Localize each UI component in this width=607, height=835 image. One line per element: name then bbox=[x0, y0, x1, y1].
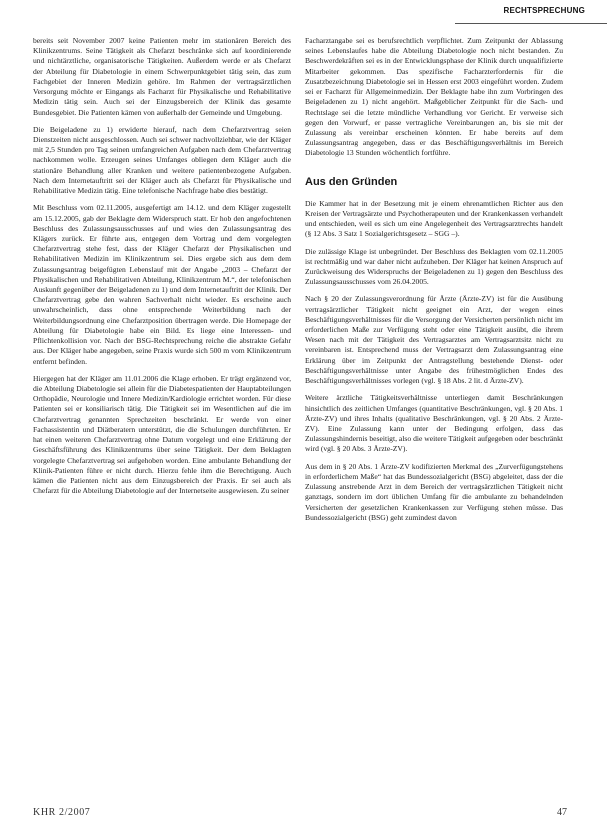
right-column bbox=[305, 36, 563, 530]
paragraph: Die Beigeladene zu 1) erwiderte hierauf, nach dem Chefarztvertrag seien Dienstzeiten nicht ausgeschlossen. Auch sei schwer nachvollziehbar, wie der Kläger mit 2,5 Stunden pro Tag seinen umfangreichen Aufgaben nach dem Chefarztvertrag nachkommen wolle. Erzeugen seines Umfanges obliegen dem Kläger auch die stationäre Behandlung aller Kranken und weitere patientenbezogene Aufgaben. Nach dem Internetauftritt sei der Kläger auch als Chefarzt für Physikalische und Rehabilitative Medizin tätig. Eine telefonische Nachfrage habe dies bestätigt. bbox=[33, 124, 291, 196]
journal-issue: KHR 2/2007 bbox=[33, 807, 91, 818]
paragraph: Aus dem in § 20 Abs. 1 Ärzte-ZV kodifizierten Merkmal des „Zurverfügungstehens in erforderlichem Maße“ hat das Bundessozialgericht (BSG) abgeleitet, dass der die Zulassung anstrebende Arzt in dem Bereich der vertragsärztlichen Tätigkeit nicht ganztags, sondern im dort üblichen Umfang für die ambulante zu behandelnden Versicherten der gesetzlichen Krankenkassen zur Verfügung stehen müsse. Das Bundessozialgericht (BSG) geht zumindest davon bbox=[305, 461, 563, 522]
paragraph: Mit Beschluss vom 02.11.2005, ausgefertigt am 14.12. und dem Kläger zugestellt am 15.12.2005, gab der Beklagte dem Widerspruch statt. Er hob den angefochtenen Beschluss des Zulassungsausschusses auf und wies den Zulassungsantrag des Klägers zurück. Er führte aus, entgegen dem Vortrag und dem vorgelegten Chefarztvertrag stehe fest, dass der Kläger Chefarzt der Physikalischen und Rehabilitativen Medizin im Klinikzentrum sei. Dies ergebe sich aus dem dem Zulassungsantrag beigefügten Lebenslauf mit der Angabe „2003 – Chefarzt der Physikalischen und Rehabilitativen Abteilung, Klinikzentrum M.“, der telefonischen Auskunft gegenüber der Beigeladenen zu 1) und dem Internetauftritt der Klinik. Der Chefarztvertrag gebe den wahren Sachverhalt nicht wieder. Es erscheine auch unwahrscheinlich, dass ohne entsprechende Weiterbildung nach der Weiterbildungsordnung eine Chefarztposition übertragen werde. Die Homepage der Abteilung für Diabetologie habe ein Bild. Es liege eine Interessen- und Pflichtenkollision vor. Nach der BSG-Rechtsprechung reiche die abstrakte Gefahr aus. Der Kläger habe angegeben, seine Praxis wurde sich 500 m vom Klinikzentrum entfernt befinden. bbox=[33, 203, 291, 366]
paragraph: bereits seit November 2007 keine Patienten mehr im stationären Bereich des Klinikzentrums. Seine Tätigkeit als Chefarzt beschränke sich auf koordinierende und nichtärztliche, organisatorische Tätigkeiten. Außerdem werde er als Chefarzt der Abteilung für Diabetologie in einem Schwerpunktgebiet tätig sein, das zum Fachgebiet der Inneren Medizin gehöre. Im Rahmen der vertragsärztlichen Versorgung möchte er Eingangs als Facharzt für Physikalische und Rehabilitative Medizin tätig sein. Auch sei der Einzugsbereich der Klinik das gesamte Bundesgebiet. Die Patienten kämen von außerhalb der Gemeinde und Umgebung. bbox=[33, 36, 291, 117]
page-number: 47 bbox=[557, 807, 567, 818]
section-heading: Aus den Gründen bbox=[305, 175, 398, 188]
paragraph: Die Kammer hat in der Besetzung mit je einem ehrenamtlichen Richter aus den Kreisen der Vertragsärzte und Psychotherapeuten und der Krankenkassen verhandelt und entschieden, weil es sich um eine Angelegenheit des Vertragsarztrechts handelt (§ 12 Abs. 3 Satz 1 Sozialgerichtsgesetz – SGG –). bbox=[305, 198, 563, 239]
paragraph: Weitere ärztliche Tätigkeitsverhältnisse unterliegen damit Beschränkungen hinsichtlich des zeitlichen Umfanges (quantitative Beschränkungen, vgl. § 20 Abs. 1 Ärzte-ZV) und ihres Inhalts (qualitative Beschränkungen, vgl. § 20 Abs. 2 Ärzte-ZV). Eine Zulassung kann unter der Bedingung erfolgen, dass das Zulassungshindernis beseitigt, also die weitere Tätigkeit aufgegeben oder beschränkt wird (vgl. § 20 Abs. 3 Ärzte-ZV). bbox=[305, 393, 563, 454]
running-header bbox=[455, 6, 585, 24]
paragraph: Nach § 20 der Zulassungsverordnung für Ärzte (Ärzte-ZV) ist für die Ausübung vertragsärztlicher Tätigkeit nicht geeignet ein Arzt, der wegen eines Beschäftigungsverhältnisses für die Versorgung der Versicherten persönlich nicht im erforderlichen Maße zur Verfügung steht oder eine Tätigkeit ausübt, die ihrem Wesen nach mit der Tätigkeit des Vertragsarztes am Vertragsarztsitz nicht zu vereinbaren ist. Entsprechend muss der Vertragsarzt dem Zulassungsantrag eine Erklärung über im Zeitpunkt der Antragstellung bestehende Dienst- oder Beschäftigungsverhältnisse unter Angabe des frühestmöglichen Endes des Beschäftigungsverhältnisses vorlegen (vgl. § 18 Abs. 2 lit. d Ärzte-ZV). bbox=[305, 294, 563, 386]
paragraph: Die zulässige Klage ist unbegründet. Der Beschluss des Beklagten vom 02.11.2005 ist rechtmäßig und war daher nicht aufzuheben. Der Kläger hat keinen Anspruch auf Zurückweisung des Widerspruchs der Beigeladenen zu 1) gegen den Beschluss des Zulassungsausschusses vom 26.04.2005. bbox=[305, 246, 563, 287]
left-column bbox=[33, 36, 291, 503]
paragraph: Hiergegen hat der Kläger am 11.01.2006 die Klage erhoben. Er trägt ergänzend vor, die Abteilung Diabetologie sei allein für die Diabetespatienten der Hauptabteilungen Orthopädie, Neurologie und Innere Medizin/Kardiologie errichtet worden. Für diese Patienten sei er konsiliarisch tätig. Die Tätigkeit sei im Wesentlichen auf die im Chefarztvertrag genannten Sprechzeiten beschränkt. Er werde von einer Fachassistentin und Diätberatern unterstützt, die die Schulungen durchführten. Er hat einen weiteren Chefarztvertrag ohne Datum vorgelegt und eine Erklärung der Geschäftsführung des Klinikzentrums über seine Tätigkeit. Der dem Beklagten vorgelegte Chefarztvertrag sei aufgehoben worden. Eine ambulante Behandlung der Klinik-Patienten führe er nicht durch. Hierzu fehle ihm die Berechtigung. Auch kämen die Patienten nicht aus dem Einzugsbereich der Praxis. Er sei auch als Chefarzt für die Abteilung Diabetologie auf der Internetseite ausgewiesen. Zu seiner bbox=[33, 373, 291, 496]
paragraph: Facharztangabe sei es berufsrechtlich verpflichtet. Zum Zeitpunkt der Ablassung seines Lebenslaufes habe die Abteilung Diabetologie noch nicht bestanden. Zu Beschwerdekräften sei es in der Entwicklungsphase der Klinik durch unqualifizierte Mitarbeiter gekommen. Das spezifische Facharzterfordernis für die Zusatzbezeichnung Diabetologie sei in Hessen erst 2003 eingeführt worden. Zudem sei er Facharzt für Allgemeinmedizin. Der Beklagte habe ihn zum Vorbringen des Beigeladenen zu 1) nicht angehört. Maßgeblicher Zeitpunkt für die Sach- und Rechtslage sei die letzte mündliche Verhandlung vor Gericht. Er verweise sich gegen den Vorwurf, er passe vertragliche Vereinbarungen an, bis sie mit der Zulassung als vereinbar erscheinen könnten. Er habe bereits auf dem Zulassungsantrag angegeben, dass er das Beschäftigungsverhältnis im Bereich Diabetologie 13 Stunden wöchentlich fortführe. bbox=[305, 36, 563, 158]
section-label: RECHTSPRECHUNG bbox=[503, 6, 585, 15]
